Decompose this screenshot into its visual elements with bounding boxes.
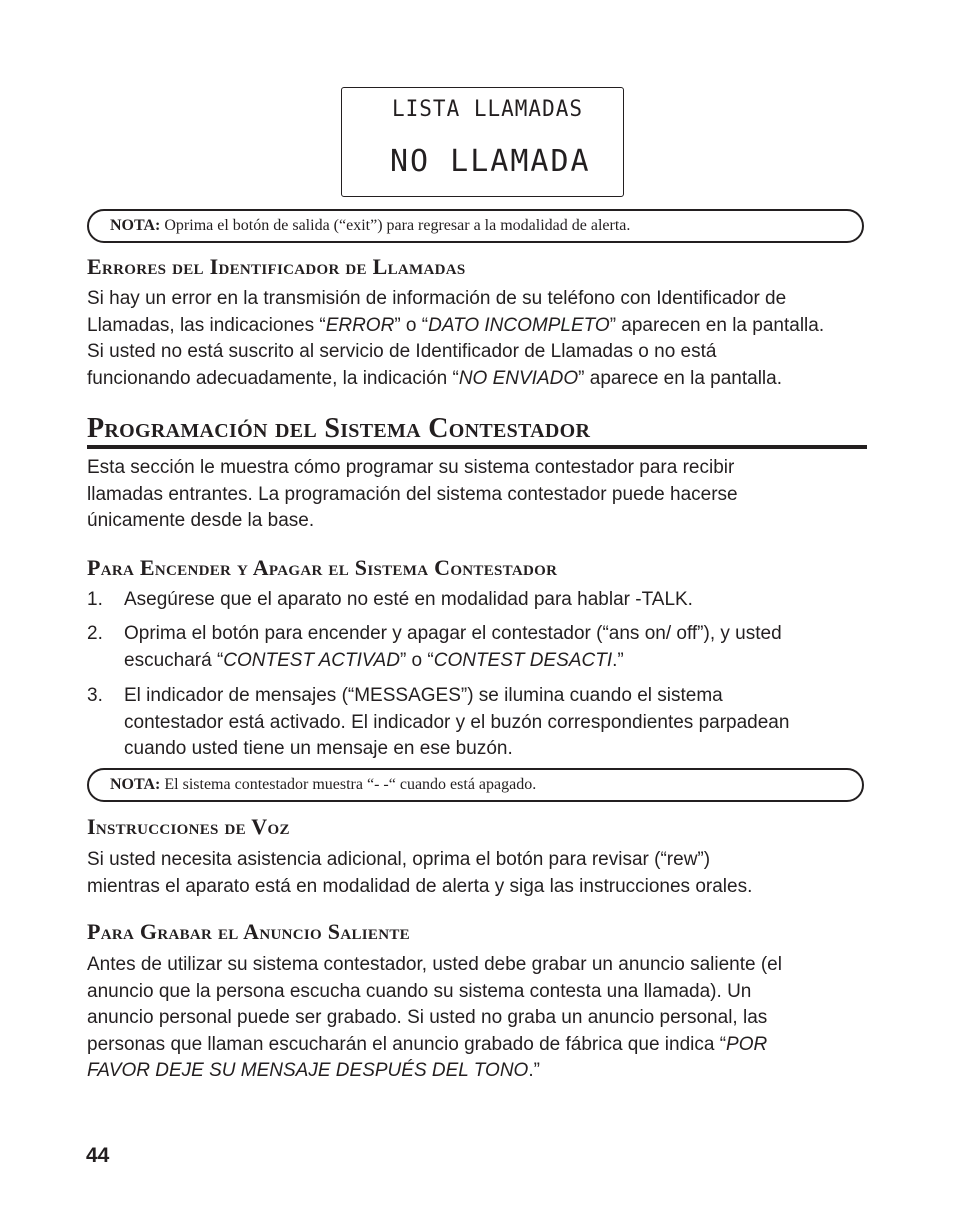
text-segment: Llamadas, las indicaciones “: [87, 314, 326, 336]
text-segment: personas que llaman escucharán el anuncio grabado de fábrica que indica “: [87, 1033, 727, 1055]
note-label: NOTA:: [110, 776, 161, 793]
display-message-text: FAVOR DEJE SU MENSAJE DESPUÉS DEL TONO: [87, 1060, 529, 1081]
display-message-text: ERROR: [325, 314, 395, 336]
text-line: llamadas entrantes. La programación del sistema contestador puede hacerse: [87, 483, 738, 505]
text-segment: escuchará “: [124, 649, 224, 671]
paragraph-record: [87, 952, 877, 1085]
note-label: NOTA:: [110, 217, 161, 234]
text-segment: anuncio que la persona escucha cuando su sistema contesta una llamada). Un: [87, 980, 752, 1002]
text-line: [87, 339, 877, 366]
text-line: [87, 313, 877, 340]
heading-errors: Errores del Identificador de Llamadas: [87, 254, 466, 279]
heading-programming: Programación del Sistema Contestador: [87, 413, 591, 444]
text-line: mientras el aparato está en modalidad de alerta y siga las instrucciones orales.: [87, 875, 753, 897]
text-segment: contestador está activado. El indicador y el buzón correspondientes parpadean: [124, 711, 790, 733]
list-item-number: 3.: [87, 685, 103, 706]
list-item: [124, 683, 874, 763]
text-segment: Asegúrese que el aparato no esté en modalidad para hablar -TALK.: [124, 589, 693, 610]
text-segment: ” o “: [394, 314, 429, 336]
page-number: 44: [86, 1144, 110, 1167]
text-line: Si usted necesita asistencia adicional, oprima el botón para revisar (“rew”): [87, 849, 711, 870]
text-line: [124, 621, 874, 648]
display-line-1: LISTA LLAMADAS: [392, 96, 584, 122]
text-line: [87, 952, 877, 979]
text-segment: anuncio personal puede ser grabado. Si usted no graba un anuncio personal, las: [87, 1007, 768, 1028]
text-segment: Si usted no está suscrito al servicio de Identificador de Llamadas o no está: [87, 341, 717, 362]
heading-voice: Instrucciones de Voz: [87, 814, 290, 839]
heading-on-off: Para Encender y Apagar el Sistema Contestador: [87, 555, 558, 580]
display-message-text: CONTEST ACTIVAD: [223, 649, 400, 671]
text-segment: Antes de utilizar su sistema contestador, usted debe grabar un anuncio saliente (el: [87, 954, 782, 975]
text-segment: ” aparecen en la pantalla.: [609, 314, 825, 336]
display-message-text: CONTEST DESACTI: [433, 649, 613, 671]
text-segment: El indicador de mensajes (“MESSAGES”) se ilumina cuando el sistema: [124, 685, 723, 706]
text-line: [124, 648, 874, 675]
heading-record: Para Grabar el Anuncio Saliente: [87, 919, 410, 944]
text-line: [87, 1005, 877, 1032]
text-line: [124, 736, 874, 763]
display-message-text: POR: [726, 1033, 768, 1055]
text-line: únicamente desde la base.: [87, 510, 315, 531]
text-segment: ” o “: [399, 649, 434, 671]
list-item-number: 1.: [87, 589, 103, 610]
display-message-text: DATO INCOMPLETO: [428, 314, 610, 336]
note-text: El sistema contestador muestra “- -“ cuando está apagado.: [160, 776, 537, 793]
text-line: Esta sección le muestra cómo programar su sistema contestador para recibir: [87, 457, 735, 478]
list-item: [124, 621, 874, 674]
text-line: [87, 1032, 877, 1059]
text-segment: .”: [612, 649, 624, 671]
note-box-off: [87, 768, 864, 802]
text-segment: cuando usted tiene un mensaje en ese buzón.: [124, 738, 513, 759]
text-segment: ” aparece en la pantalla.: [578, 367, 783, 389]
text-line: [124, 587, 874, 614]
text-segment: funcionando adecuadamente, la indicación “: [87, 367, 459, 389]
text-line: [87, 1058, 877, 1085]
note-box-exit: [87, 209, 864, 243]
paragraph-voice: [87, 847, 877, 900]
text-line: [124, 683, 874, 710]
text-line: [124, 710, 874, 737]
text-line: [87, 286, 877, 313]
list-item: [124, 587, 874, 614]
list-item-number: 2.: [87, 623, 103, 644]
display-line-2: NO LLAMADA: [390, 144, 591, 179]
text-line: [87, 366, 877, 393]
phone-display: [341, 87, 624, 197]
text-segment: Oprima el botón para encender y apagar el contestador (“ans on/ off”), y usted: [124, 623, 782, 644]
paragraph-errors: [87, 286, 877, 392]
paragraph-programming: [87, 455, 877, 535]
text-segment: Si hay un error en la transmisión de información de su teléfono con Identificador de: [87, 288, 787, 309]
text-line: [87, 979, 877, 1006]
heading-rule: [87, 445, 867, 449]
note-text: Oprima el botón de salida (“exit”) para regresar a la modalidad de alerta.: [160, 217, 631, 234]
display-message-text: NO ENVIADO: [458, 367, 579, 389]
text-segment: .”: [528, 1060, 540, 1081]
